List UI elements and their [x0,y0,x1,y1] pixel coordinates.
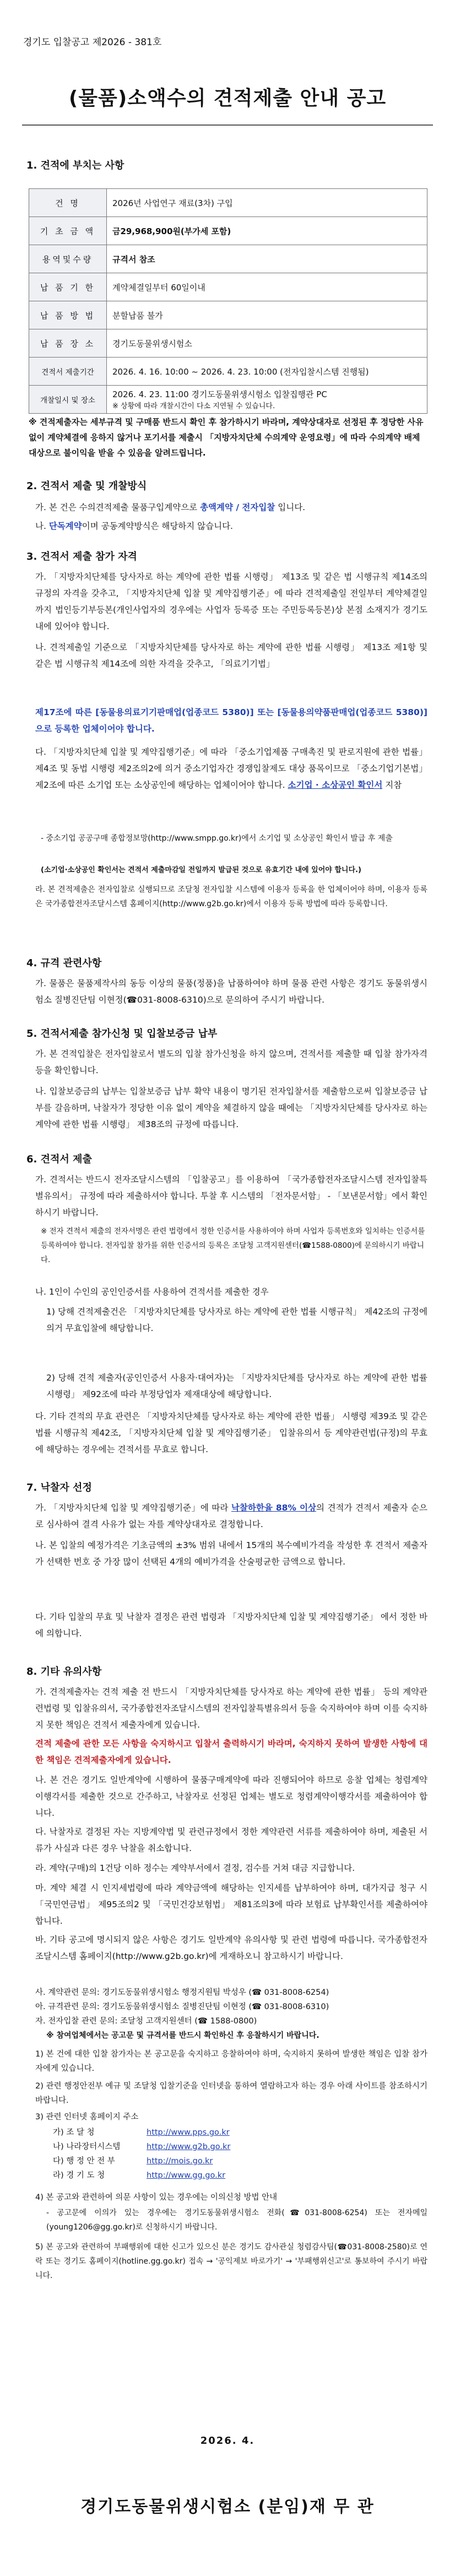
site-link[interactable]: http://www.g2b.go.kr [147,2142,231,2151]
section-2-item [35,518,427,534]
row-value: 2026년 사업연구 재료(3차) 구입 [107,189,427,217]
contact-2: 아. 규격관련 문의: 경기도동물위생시험소 질병진단팀 이현정 (☎ 031-8008-6310) [35,2003,329,2011]
section-7-heading: 7. 낙찰자 선정 [26,1482,92,1493]
row-label: 납 품 방 법 [29,301,107,329]
section-5-item-b: 나. 입찰보증금의 납부는 입찰보증금 납부 확약 내용이 명기된 전자입찰서를 제출함으로써 입찰보증금 납부를 갈음하며, 낙찰자가 정당한 이유 없이 계약을 체결하지 않을 때에는 「지방자치단체를 당사자로 하는 계약에 관한 법률 시행령」 제38조의 규정에 따릅니다. [35,1086,427,1129]
section-3-item-b: 나. 견적제출일 기준으로 「지방자치단체를 당사자로 하는 계약에 관한 법률 시행령」 제13조 제1항 및 같은 법 시행규칙 제14조에 의한 자격을 갖추고, 「의료기기법」 [35,642,427,669]
contact-3: 자. 전자입찰 관련 문의: 조달청 고객지원센터 (☎ 1588-0800) [35,2017,257,2026]
row-label: 납 품 기 한 [29,273,107,301]
misc-item-1: 1) 본 건에 대한 입찰 참가자는 본 공고문을 숙지하고 응찰하여야 하며, 숙지하지 못하여 발생한 책임은 입찰 참가자에게 있습니다. [35,2050,427,2073]
contact-3-note: ※ 참여업체에서는 공고문 및 규격서를 반드시 확인하신 후 응찰하시기 바랍니다. [46,2031,319,2040]
row-label: 기 초 금 액 [29,217,107,245]
misc-item-5: 5) 본 공고와 관련하여 부패행위에 대한 신고가 있으신 분은 경기도 감사관실 청렴감사팀(☎031-8008-2580)로 연락 또는 경기도 홈페이지(hotline.gg.go.kr) 접속 → '공익제보 바로가기' → '부패행위신고'로 통보하여 주시기 바랍니다. [35,2243,427,2280]
item-text: 지참 [382,780,402,790]
page-title: (물품)소액수의 견적제출 안내 공고 [68,87,387,110]
section-1-note: ※ 견적제출자는 세부규격 및 구매품 반드시 확인 후 참가하시기 바라며, 계약상대자로 선정된 후 정당한 사유없이 계약체결에 응하지 않거나 포기서를 제출시 「지방자치단체 수의계약 운영요령」에 따라 수의계약 배제대상으로 불이익을 받을 수 있음을 알려드립니다. [29,417,424,458]
item-emphasis: 총액계약 / 전자입찰 [200,502,275,512]
item-text: 나. [35,521,49,531]
section-2-item [35,499,427,516]
item-text: 가. 본 건은 수의견적제출 물품구입계약으로 [35,502,201,512]
section-7-item-c: 다. 기타 입찰의 무효 및 낙찰자 결정은 관련 법령과 「지방자치단체 입찰 및 계약집행기준」 에서 정한 바에 의합니다. [35,1612,427,1638]
misc-item-2: 2) 관련 행정안전부 예규 및 조달청 입찰기준을 인터넷을 통하여 열람하고자 하는 경우 아래 사이트를 참조하시기 바랍니다. [35,2082,427,2105]
section-3-item-b2: 제17조에 따른 [동물용의료기기판매업(업종코드 5380)] 또는 [동물용의약품판매업(업종코드 5380)]으로 등록한 업체이어야 합니다. [35,707,427,734]
section-6-item-b: 나. 1인이 수인의 공인인증서를 사용하여 견적서를 제출한 경우 [35,1287,269,1297]
row-value: 경기도동물위생시험소 [107,329,427,358]
section-6-item-c: 다. 기타 견적의 무효 관련은 「지방자치단체를 당사자로 하는 계약에 관한 법률」 시행령 제39조 및 같은 법률 시행규칙 제42조, 「지방자치단체 입찰 및 계약집행기준」 입찰유의서 등 계약관련법(규정)의 무효에 해당하는 경우에는 견적서를 무효로 합니다. [35,1411,427,1454]
section-8-item-d: 라. 계약(구매)의 1건당 이하 정수는 계약부서에서 결정, 검수를 거쳐 대금 지급합니다. [35,1863,355,1873]
links-heading: 3) 관련 인터넷 홈페이지 주소 [35,2113,139,2122]
link-label: 가) 조 달 청 [53,2128,95,2137]
section-1-heading: 1. 견적에 부치는 사항 [26,160,124,171]
table-row [29,301,427,329]
section-8-item-f: 바. 기타 공고에 명시되지 않은 사항은 경기도 일반계약 유의사항 및 관련 법령에 따릅니다. 국가종합전자조달시스템 홈페이지(http://www.g2b.go.kr)에 게재하오니 참고하시기 바랍니다. [35,1935,427,1961]
link-row [53,2140,405,2154]
item-text: 입니다. [275,502,306,512]
row-value: 분할납품 불가 [107,301,427,329]
table-row [29,358,427,386]
section-3-item-c [35,744,427,793]
link-row [53,2154,405,2168]
row-value: 규격서 참조 [107,245,427,273]
section-5-item-a: 가. 본 견적입찰은 전자입찰로서 별도의 입찰 참가신청을 하지 않으며, 견적서를 제출할 때 입찰 참가자격 등을 확인합니다. [35,1049,427,1075]
item-emphasis: 단독계약 [48,521,82,531]
table-row [29,189,427,217]
title-divider [22,125,433,126]
link-row [53,2168,405,2183]
notice-date: 2026. 4. [200,2435,255,2447]
section-3-heading: 3. 견적서 제출 참가 자격 [26,551,137,562]
section-3-sub1: - 중소기업 공공구매 종합정보망(http://www.smpp.go.kr)에서 소기업 및 소상공인 확인서 발급 후 제출 [41,834,393,843]
section-8-heading: 8. 기타 유의사항 [26,1666,102,1677]
misc-item-4: 4) 본 공고와 관련하여 의문 사항이 있는 경우에는 이의신청 방법 안내 [35,2193,278,2202]
section-4-heading: 4. 규격 관련사항 [26,957,102,969]
table-row [29,217,427,245]
table-row [29,273,427,301]
site-link[interactable]: http://mois.go.kr [147,2157,213,2166]
issuing-organization: 경기도동물위생시험소 (분임)재 무 관 [80,2497,375,2517]
section-3-item-a: 가. 「지방자치단체를 당사자로 하는 계약에 관한 법률 시행령」 제13조 및 같은 법 시행규칙 제14조의 규정의 자격을 갖추고, 「지방자치단체 입찰 및 계약집행기준」에 따라 견적제출일 전일부터 계약체결일까지 법인등기부등본(개인사업자의 경우에는 사업자 등록증 또는 주민등록등본)상 본점 소재지가 경기도 내에 있어야 합니다. [35,572,427,631]
item-emphasis: 낙찰하한율 88% 이상 [231,1503,316,1513]
section-6-item-b1: 1) 당해 견적제출건은 「지방자치단체를 당사자로 하는 계약에 관한 법률 시행규칙」 제42조의 규정에 의거 무효입찰에 해당합니다. [46,1307,427,1333]
row-value-line: 2026. 4. 23. 11:00 경기도동물위생시험소 입찰집행관 PC [112,389,327,399]
section-6-note: ※ 전자 견적서 제출의 전자서명은 관련 법령에서 정한 인증서를 사용하여야 하며 사업자 등록번호와 일치하는 인증서를 등록하여야 합니다. 전자입찰 참가를 위한 인증서의 등록은 조달청 고객지원센터(☎1588-0800)에 문의하시기 바랍니다. [41,1227,425,1264]
notice-number: 경기도 입찰공고 제2026 - 381호 [23,37,162,48]
row-label: 용역및수량 [29,245,107,273]
section-6-item-a: 가. 견적서는 반드시 전자조달시스템의 「입찰공고」를 이용하여 「국가종합전자조달시스템 전자입찰특별유의서」 규정에 따라 제출하셔야 합니다. 투찰 후 시스템의 「전자문서함」 - 「보낸문서함」에서 확인하시기 바랍니다. [35,1175,427,1217]
item-text: 가. 「지방자치단체 입찰 및 계약집행기준」에 따라 [35,1503,231,1513]
link-label: 라) 경 기 도 청 [53,2171,105,2180]
row-label: 납 품 장 소 [29,329,107,358]
item-text: 다. 「지방자치단체 입찰 및 계약집행기준」에 따라 「중소기업제품 구매촉진 및 판로지원에 관한 법률」 제4조 및 동법 시행령 제2조의2에 의거 중소기업자간 경쟁입찰제도 대상 품목이므로 「중소기업기본법」 제2조에 따른 소기업 또는 소상공인에 해당하는 업체이어야 합니다. [35,747,427,790]
section-5-heading: 5. 견적서제출 참가신청 및 입찰보증금 납부 [26,1028,218,1040]
row-value: 금29,968,900원(부가세 포함) [107,217,427,245]
table-row [29,329,427,358]
row-label: 견적서 제출기간 [29,358,107,386]
section-8-item-a-emphasis: 견적 제출에 관한 모든 사항을 숙지하시고 입찰서 출력하시기 바라며, 숙지하지 못하여 발생한 사항에 대한 책임은 견적제출자에게 있습니다. [35,1739,427,1765]
section-6-heading: 6. 견적서 제출 [26,1154,92,1165]
section-4-item-a: 가. 물품은 물품제작사의 동등 이상의 물품(정품)을 납품하여야 하며 물품 관련 사항은 경기도 동물위생시험소 질병진단팀 이현정(☎031-8008-6310)으로 문의하여 주시기 바랍니다. [35,978,427,1005]
row-value-note: ※ 상황에 따라 개찰시간이 다소 지연될 수 있습니다. [112,402,275,410]
misc-item-4-detail: - 공고문에 이의가 있는 경우에는 경기도동물위생시험소 전화(☎031-8008-6254) 또는 전자메일(young1206@gg.go.kr)로 신청하시기 바랍니다. [46,2209,427,2232]
link-row [53,2125,405,2140]
site-link[interactable]: http://www.gg.go.kr [147,2171,226,2180]
section-3-sub2: (소기업·소상공인 확인서는 견적서 제출마감일 전일까지 발급된 것으로 유효기간 내에 있어야 합니다.) [41,866,361,874]
link-label: 나) 나라장터시스템 [53,2142,121,2151]
link-label: 다) 행 정 안 전 부 [53,2157,115,2166]
row-label: 건 명 [29,189,107,217]
item-text: 의 견적가 견적서 제출자 순으로 심사하여 결격 사유가 없는 자를 계약상대자로 결정합니다. [35,1503,427,1529]
row-value [107,386,427,414]
site-link[interactable]: http://www.pps.go.kr [147,2128,230,2137]
section-8-item-a: 가. 견적제출자는 견적 제출 전 반드시 「지방자치단체를 당사자로 하는 계약에 관한 법률」 등의 계약관련법령 및 입찰유의서, 국가종합전자조달시스템의 전자입찰특별유의서 등을 숙지하여야 하며 이를 숙지하지 못한 책임은 견적서 제출자에게 있습니다. [35,1687,427,1730]
bid-info-table [29,188,427,414]
row-value: 계약체결일부터 60일이내 [107,273,427,301]
item-emphasis: 소기업 · 소상공인 확인서 [288,780,383,790]
section-6-item-b2: 2) 당해 견적 제출자(공인인증서 사용자·대여자)는 「지방자치단체를 당사자로 하는 계약에 관한 법률 시행령」 제92조에 따라 부정당업자 제재대상에 해당합니다. [46,1373,427,1399]
section-8-item-c: 다. 낙찰자로 결정된 자는 지방계약법 및 관련규정에서 정한 계약관련 서류를 제출하여야 하며, 제출된 서류가 사실과 다른 경우 낙찰을 취소합니다. [35,1827,427,1853]
section-7-item-a [35,1500,427,1533]
section-2-heading: 2. 견적서 제출 및 개찰방식 [26,480,147,492]
section-3-item-d: 라. 본 견적제출은 전자입찰로 실행되므로 조달청 전자입찰 시스템에 이용자 등록을 한 업체이어야 하며, 이용자 등록은 국가종합전자조달시스템 홈페이지(http://www.g2b.go.kr)에서 이용자 등록 방법에 따라 등록합니다. [35,885,427,908]
section-8-item-e: 마. 계약 체결 시 인지세법령에 따라 계약금액에 해당하는 인지세를 납부하여야 하며, 대가지급 청구 시 「국민연금법」 제95조의2 및 「국민건강보험법」 제81조의3에 따라 보험료 납부확인서를 제출하여야 합니다. [35,1883,427,1926]
section-8-item-b: 나. 본 건은 경기도 일반계약에 시행하여 물품구매계약에 따라 진행되어야 하므로 응찰 업체는 청렴계약 이행각서를 제출한 것으로 간주하고, 낙찰자로 선정된 업체는 별도로 청렴계약이행각서를 제출하여야 합니다. [35,1775,427,1818]
row-value: 2026. 4. 16. 10:00 ~ 2026. 4. 23. 10:00 (전자입찰시스템 진행됨) [107,358,427,386]
row-label: 개찰일시 및 장소 [29,386,107,414]
item-text: 이며 공동계약방식은 해당하지 않습니다. [82,521,233,531]
contact-1: 사. 계약관련 문의: 경기도동물위생시험소 행정지원팀 박성우 (☎ 031-8008-6254) [35,1988,329,1997]
table-row [29,386,427,414]
table-row [29,245,427,273]
section-7-item-b: 나. 본 입찰의 예정가격은 기초금액의 ±3% 범위 내에서 15개의 복수예비가격을 작성한 후 견적서 제출자가 선택한 번호 중 가장 많이 선택된 4개의 예비가격을 산술평균한 금액으로 합니다. [35,1540,427,1567]
